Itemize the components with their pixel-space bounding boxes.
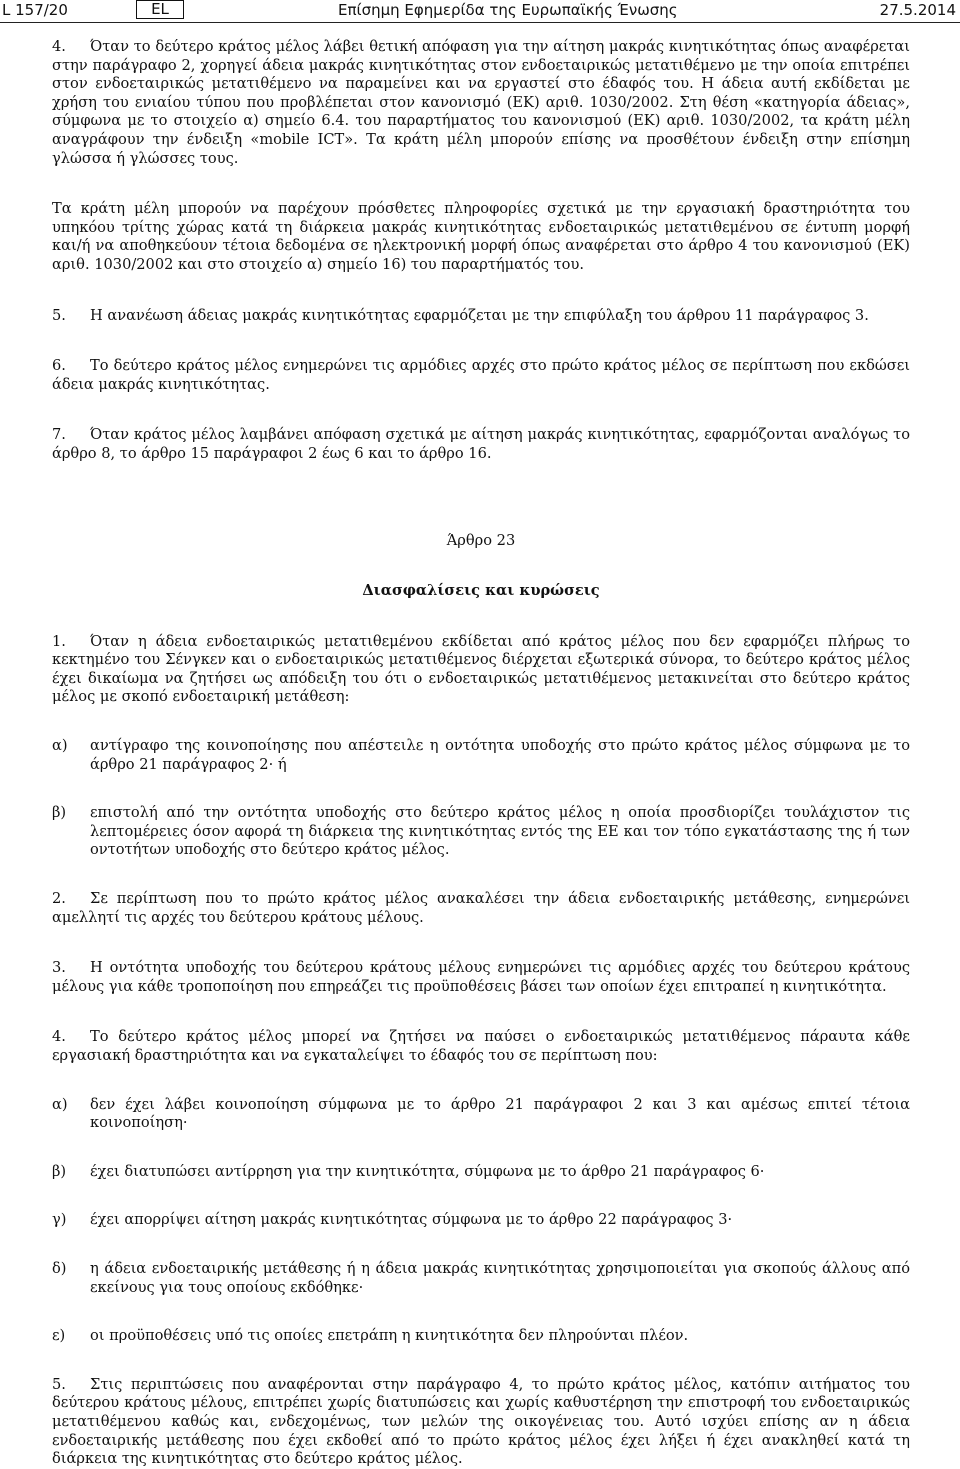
paragraph-text: Όταν κράτος μέλος λαμβάνει απόφαση σχετικά με αίτηση μακράς κινητικότητας, εφαρμόζονται αναλόγως το άρθρο 8, το άρθρο 15 παράγραφοι 2 έως 6 και το άρθρο 16. — [52, 426, 910, 462]
paragraph-text: Η ανανέωση άδειας μακράς κινητικότητας εφαρμόζεται με την επιφύλαξη του άρθρου 11 παράγραφος 3. — [90, 306, 869, 324]
article-paragraph-4 — [52, 1028, 910, 1065]
paragraph-number: 1. — [52, 632, 66, 650]
article-title: Διασφαλίσεις και κυρώσεις — [362, 582, 600, 600]
list-item — [52, 1096, 910, 1133]
language-badge: EL — [136, 0, 184, 19]
list-text: οι προϋποθέσεις υπό τις οποίες επετράπη η κινητικότητα δεν πληρούνται πλέον. — [90, 1327, 689, 1345]
article-paragraph-5 — [52, 1376, 910, 1469]
article-paragraph-3 — [52, 959, 910, 996]
list-item — [52, 1327, 910, 1346]
paragraph-number: 4. — [52, 38, 66, 55]
page-header — [0, 0, 960, 23]
paragraph-text: Το δεύτερο κράτος μέλος ενημερώνει τις αρμόδιες αρχές στο πρώτο κράτος μέλος σε περίπτωση που εκδώσει άδεια μακράς κινητικότητας. — [52, 357, 910, 393]
publication-date: 27.5.2014 — [879, 1, 956, 19]
paragraph-number: 4. — [52, 1028, 66, 1046]
list-marker: α) — [52, 737, 68, 755]
paragraph-number: 7. — [52, 426, 66, 444]
paragraph-7 — [52, 426, 910, 463]
list-marker: β) — [52, 1162, 67, 1180]
paragraph-text: Το δεύτερο κράτος μέλος μπορεί να ζητήσει να παύσει ο ενδοεταιρικώς μετατιθέμενος πάραυτα κάθε εργασιακή δραστηριότητα και να εγκαταλείψει το έδαφός του σε περίπτωση που: — [52, 1028, 910, 1064]
paragraph-number: 3. — [52, 959, 66, 977]
list-text: δεν έχει λάβει κοινοποίηση σύμφωνα με το άρθρο 21 παράγραφοι 2 και 3 και αμέσως επιτεί τέτοια κοινοποίηση· — [90, 1095, 910, 1132]
paragraph-text: Όταν το δεύτερο κράτος μέλος λάβει θετική απόφαση για την αίτηση μακράς κινητικότητας όπως αναφέρεται στην παράγραφο 2, χορηγεί άδεια μακράς κινητικότητας στον ενδοεταιρικώς μετατιθέμενο με την οποία επιτρέπει στον ενδοεταιρικώς μετατιθέμενο να παραμείνει και να εργαστεί στο έδαφός του. Η άδεια αυτή εκδίδεται με χρήση του ενιαίου τύπου που προβλέπεται στον κανονισμό (ΕΚ) αριθ. 1030/2002. Στη θέση «κατηγορία άδειας», σύμφωνα με το στοιχείο α) σημείο 6.4. του παραρτήματος του κανονισμού (ΕΚ) αριθ. 1030/2002, τα κράτη μέλη αναγράφουν την ένδειξη «mobile ICT». Τα κράτη μέλη μπορούν επίσης να προσθέτουν ένδειξη στην επίσημη γλώσσα ή γλώσσες τους. — [52, 38, 910, 167]
list-marker: ε) — [52, 1327, 66, 1345]
paragraph-text: Όταν η άδεια ενδοεταιρικώς μετατιθεμένου εκδίδεται από κράτος μέλος που δεν εφαρμόζει πλήρως το κεκτημένο του Σένγκεν και ο ενδοεταιρικώς μετατιθέμενος διέρχεται εξωτερικά σύνορα, το δεύτερο κράτος μέλος έχει δικαίωμα να ζητήσει ως απόδειξη του ότι ο ενδοεταιρικώς μετατιθέμενος μετακινείται στο δεύτερο κράτος μέλος με σκοπό ενδοεταιρική μετάθεση: — [52, 632, 910, 706]
list-marker: β) — [52, 804, 67, 822]
list-marker: α) — [52, 1095, 68, 1113]
journal-title: Επίσημη Εφημερίδα της Ευρωπαϊκής Ένωσης — [338, 1, 678, 19]
list-item — [52, 1260, 910, 1297]
paragraph-4 — [52, 38, 910, 168]
paragraph-number: 5. — [52, 306, 66, 324]
list-item — [52, 1211, 910, 1230]
list-text: έχει απορρίψει αίτηση μακράς κινητικότητας σύμφωνα με το άρθρο 22 παράγραφος 3· — [90, 1211, 733, 1229]
page-reference: L 157/20 — [2, 1, 68, 19]
paragraph-number: 2. — [52, 890, 66, 908]
paragraph-text: Στις περιπτώσεις που αναφέρονται στην παράγραφο 4, το πρώτο κράτος μέλος, κατόπιν αιτήματος του δεύτερου κράτους μέλους, επιτρέπει χωρίς διατυπώσεις και χωρίς καθυστέρηση την επιστροφή του ενδοεταιρικώς μετατιθέμενου καθώς και, ενδεχομένως, των μελών της οικογένειας του. Αυτό ισχύει επίσης αν η άδεια ενδοεταιρικής μετάθεσης που έχει εκδοθεί από το πρώτο κράτος μέλος έχει λήξει ή έχει ανακληθεί κατά τη διάρκεια της κινητικότητας στο δεύτερο κράτος μέλος. — [52, 1375, 910, 1468]
article-paragraph-2 — [52, 890, 910, 927]
list-marker: γ) — [52, 1211, 67, 1229]
list-text: επιστολή από την οντότητα υποδοχής στο δεύτερο κράτος μέλος η οποία προσδιορίζει τουλάχιστον τις λεπτομέρειες όσον αφορά τη διάρκεια της κινητικότητας εντός της ΕΕ και τον τόπο εγκατάστασης της ή των οντοτήτων υποδοχής στο δεύτερο κράτος μέλος. — [90, 804, 910, 859]
list-text: αντίγραφο της κοινοποίησης που απέστειλε η οντότητα υποδοχής στο πρώτο κράτος μέλος σύμφωνα με το άρθρο 21 παράγραφος 2· ή — [90, 737, 910, 773]
paragraph-number: 5. — [52, 1375, 66, 1393]
list-item — [52, 737, 910, 774]
article-paragraph-1 — [52, 633, 910, 707]
list-text: η άδεια ενδοεταιρικής μετάθεσης ή η άδεια μακράς κινητικότητας χρησιμοποιείται για σκοπούς άλλους από εκείνους για τους οποίους εκδόθηκε· — [90, 1259, 910, 1296]
paragraph-number: 6. — [52, 357, 66, 375]
list-text: έχει διατυπώσει αντίρρηση για την κινητικότητα, σύμφωνα με το άρθρο 21 παράγραφος 6· — [90, 1162, 765, 1180]
list-item — [52, 804, 910, 860]
article-number: Άρθρο 23 — [446, 531, 516, 549]
paragraph-text: Σε περίπτωση που το πρώτο κράτος μέλος ανακαλέσει την άδεια ενδοεταιρικής μετάθεσης, ενημερώνει αμελλητί τις αρχές του δεύτερου κράτους μέλους. — [52, 890, 910, 926]
paragraph-text: Η οντότητα υποδοχής του δεύτερου κράτους μέλους ενημερώνει τις αρμόδιες αρχές του δεύτερου κράτους μέλους για κάθε τροποποίηση που επηρεάζει τις προϋποθέσεις βάσει των οποίων έχει επιτραπεί η κινητικότητα. — [52, 959, 910, 995]
paragraph-6 — [52, 357, 910, 394]
paragraph-5 — [52, 307, 910, 326]
paragraph-4-continued: Τα κράτη μέλη μπορούν να παρέχουν πρόσθετες πληροφορίες σχετικά με την εργασιακή δραστηριότητα του υπηκόου τρίτης χώρας κατά τη διάρκεια μακράς κινητικότητας ενδοεταιρικώς μετατιθεμένου σε έντυπη μορφή και/ή να αποθηκεύουν τέτοια δεδομένα σε ηλεκτρονική μορφή όπως αναφέρεται στο άρθρο 4 του κανονισμού (ΕΚ) αριθ. 1030/2002 και στο στοιχείο α) σημείο 16) του παραρτήματός του. — [52, 200, 910, 273]
document-body — [52, 38, 910, 1469]
list-item — [52, 1163, 910, 1182]
list-marker: δ) — [52, 1259, 67, 1277]
